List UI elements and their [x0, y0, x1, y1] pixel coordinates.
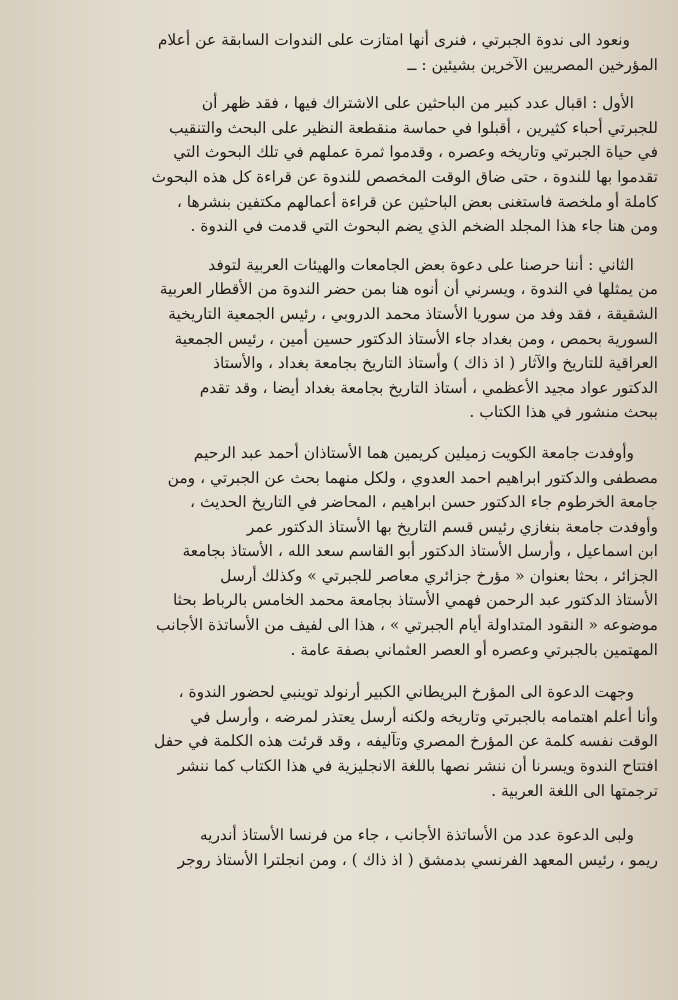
text-line: ببحث منشور في هذا الكتاب . — [469, 403, 658, 422]
text-line: وجهت الدعوة الى المؤرخ البريطاني الكبير أرنولد توينبي لحضور الندوة ، — [178, 683, 634, 702]
text-line: موضوعه « النقود المتداولة أيام الجبرتي » ، هذا الى لفيف من الأساتذة الأجانب — [156, 616, 658, 635]
text-line: ونعود الى ندوة الجبرتي ، فنرى أنها امتازت على الندوات السابقة عن أعلام — [157, 31, 630, 49]
text-line: جامعة الخرطوم جاء الدكتور حسن ابراهيم ، المحاضر في التاريخ الحديث ، — [190, 493, 658, 512]
text-line: الأول : اقبال عدد كبير من الباحثين على الاشتراك فيها ، فقد ظهر أن — [201, 94, 634, 113]
text-line: الوقت نفسه كلمة عن المؤرخ المصري وتآليفه ، وقد قرئت هذه الكلمة في حفل — [154, 732, 658, 751]
text-line: ابن اسماعيل ، وأرسل الأستاذ الدكتور أبو القاسم سعد الله ، الأستاذ بجامعة — [182, 542, 658, 561]
paragraph-foreign-scholars — [14, 823, 658, 872]
paragraph-first-point — [14, 91, 658, 239]
text-line: العراقية للتاريخ والآثار ( اذ ذاك ) وأستاذ التاريخ بجامعة بغداد ، والأستاذ — [213, 354, 658, 373]
text-line: الثاني : أننا حرصنا على دعوة بعض الجامعات والهيئات العربية لتوفد — [208, 255, 634, 274]
text-line: الأستاذ الدكتور عبد الرحمن فهمي الأستاذ بجامعة محمد الخامس بالرباط بحثا — [172, 591, 658, 610]
paragraph-toynbee — [14, 680, 658, 803]
text-line: وأنا أعلم اهتمامه بالجبرتي وتاريخه ولكنه أرسل يعتذر لمرضه ، وأرسل في — [190, 707, 658, 726]
text-line: وأوفدت جامعة بنغازي رئيس قسم التاريخ بها الأستاذ الدكتور عمر — [246, 517, 658, 536]
text-line: في حياة الجبرتي وتاريخه وعصره ، وقدموا ثمرة عملهم في تلك البحوث التي — [173, 143, 658, 162]
text-line: من يمثلها في الندوة ، ويسرني أن أنوه هنا بمن حضر الندوة من الأقطار العربية — [159, 280, 658, 299]
paragraph-intro — [14, 28, 658, 77]
text-line: ترجمتها الى اللغة العربية . — [491, 781, 658, 800]
text-line: مصطفى والدكتور ابراهيم احمد العدوي ، ولكل منهما بحث عن الجبرتي ، ومن — [167, 468, 658, 487]
text-line: للجبرتي أحباء كثيرين ، أقبلوا في حماسة منقطعة النظير على البحث والتنقيب — [168, 118, 658, 137]
text-line: كاملة أو ملخصة فاستغنى بعض الباحثين عن قراءة أعمالهم مكتفين بنشرها ، — [176, 192, 658, 211]
text-line: تقدموا بها للندوة ، حتى ضاق الوقت المخصص للندوة عن قراءة كل هذه البحوث — [151, 167, 658, 186]
text-line: ولبى الدعوة عدد من الأساتذة الأجانب ، جاء من فرنسا الأستاذ أندريه — [199, 826, 634, 845]
text-line: ومن هنا جاء هذا المجلد الضخم الذي يضم البحوث التي قدمت في الندوة . — [190, 217, 658, 236]
paragraph-second-point — [14, 253, 658, 425]
text-line: المؤرخين المصريين الآخرين بشيئين : ــ — [407, 55, 658, 74]
text-line: الشقيقة ، فقد وفد من سوريا الأستاذ محمد الدروبي ، رئيس الجمعية التاريخية — [168, 304, 658, 323]
text-line: الجزائر ، بحثا بعنوان « مؤرخ جزائري معاصر للجبرتي » وكذلك أرسل — [220, 566, 658, 585]
text-line: افتتاح الندوة ويسرنا أن ننشر نصها باللغة الانجليزية في هذا الكتاب كما ننشر — [177, 757, 658, 776]
paragraph-delegations — [14, 441, 658, 662]
text-line: ريمو ، رئيس المعهد الفرنسي بدمشق ( اذ ذاك ) ، ومن انجلترا الأستاذ روجر — [177, 850, 658, 869]
text-line: وأوفدت جامعة الكويت زميلين كريمين هما الأستاذان أحمد عبد الرحيم — [193, 443, 634, 462]
text-line: المهتمين بالجبرتي وعصره أو العصر العثماني بصفة عامة . — [290, 640, 658, 659]
text-line: السورية بحمص ، ومن بغداد جاء الأستاذ الدكتور حسين أمين ، رئيس الجمعية — [174, 329, 658, 348]
text-line: الدكتور عواد مجيد الأعظمي ، أستاذ التاريخ بجامعة بغداد أيضا ، وقد تقدم — [199, 378, 658, 397]
